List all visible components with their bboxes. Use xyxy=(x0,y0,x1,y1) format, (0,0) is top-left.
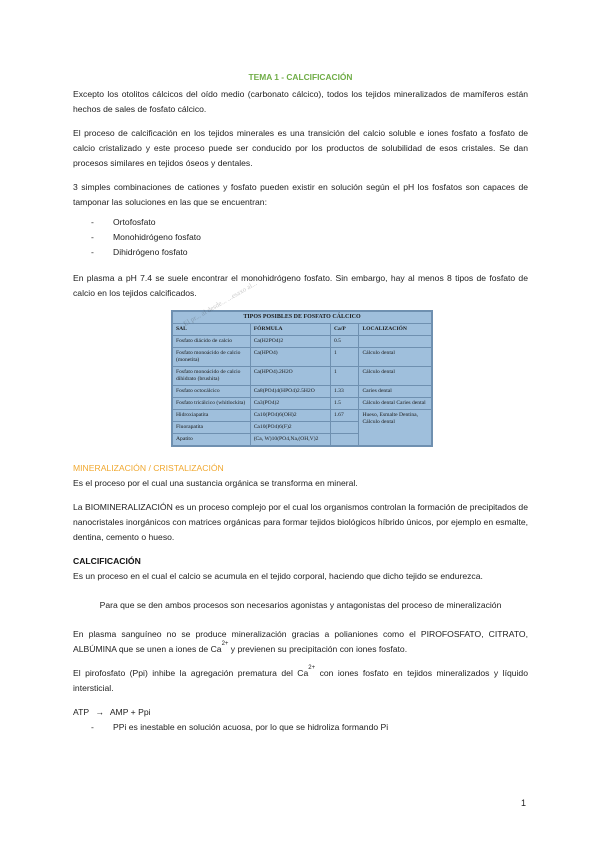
atp-reaction xyxy=(73,705,528,720)
list-item: - Monohidrógeno fosfato xyxy=(91,230,528,245)
table-header: Ca/P xyxy=(330,324,358,336)
plasma-phosphate-paragraph: En plasma a pH 7.4 se suele encontrar el monohidrógeno fosfato. Sin embargo, hay al menos 8 tipos de fosfato de calcio en los tejidos calcificados. xyxy=(73,273,528,298)
calcium-phosphate-table xyxy=(171,279,433,447)
table-cell: Ca(HPO4).2H2O xyxy=(250,367,330,386)
table-cell: 1 xyxy=(330,367,358,386)
table-cell xyxy=(330,422,358,434)
table-header: SAL xyxy=(173,324,251,336)
table-cell: (Ca, W)10(PO4,Na,(OH,V)2 xyxy=(250,434,330,446)
table-watermark: El pr... al desde... ...esaxo al... xyxy=(182,279,259,328)
page-content xyxy=(73,70,528,746)
ppi-text-a: El pirofosfato (Ppi) inhibe la agregación prematura del Ca xyxy=(73,668,309,678)
reaction-reactant: ATP xyxy=(73,707,89,717)
table-row xyxy=(173,348,432,367)
table-cell: 0.5 xyxy=(330,336,358,348)
table-cell: Fosfato monoácido de calcio dihidrato (brushita) xyxy=(173,367,251,386)
charge-superscript: 2+ xyxy=(221,641,229,647)
ppi-text-b: con iones fosfato en tejidos mineralizados y líquido intersticial. xyxy=(73,668,528,693)
table-cell: Fluorapatita xyxy=(173,422,251,434)
table-cell: Ca8(PO4)4(HPO4)2.5H2O xyxy=(250,386,330,398)
mineralization-definition: Es el proceso por el cual una sustancia orgánica se transforma en mineral. xyxy=(73,478,358,488)
table-cell: 1 xyxy=(330,348,358,367)
table-cell: 1.5 xyxy=(330,398,358,410)
table-cell: Caries dental xyxy=(359,386,432,398)
page-title: TEMA 1 - CALCIFICACIÓN xyxy=(248,72,353,82)
table-cell: Fosfato diácido de calcio xyxy=(173,336,251,348)
table-row xyxy=(173,398,432,410)
table-cell: Fosfato tricálcico (whitlockita) xyxy=(173,398,251,410)
calcification-definition: Es un proceso en el cual el calcio se acumula en el tejido corporal, haciendo que dicho tejido se endurezca. xyxy=(73,571,483,581)
table-cell: Fosfato octocálcico xyxy=(173,386,251,398)
table-cell: Cálculo dental xyxy=(359,348,432,367)
mineralization-heading: MINERALIZACIÓN / CRISTALIZACIÓN xyxy=(73,463,224,473)
list-item: - PPi es inestable en solución acuosa, por lo que se hidroliza formando Pi xyxy=(91,720,528,735)
table-cell: Ca3(PO4)2 xyxy=(250,398,330,410)
table-cell: Ca10(PO4)6(OH)2 xyxy=(250,410,330,422)
table-row xyxy=(173,410,432,422)
table-cell: Cálculo dental Caries dental xyxy=(359,398,432,410)
plasma-text-b: y previenen su precipitación con iones fosfato. xyxy=(228,644,408,654)
table-row xyxy=(173,336,432,348)
table-header: FÓRMULA xyxy=(250,324,330,336)
table-cell xyxy=(330,434,358,446)
table-caption: TIPOS POSIBLES DE FOSFATO CÁLCICO xyxy=(173,312,432,324)
pyrophosphate-paragraph xyxy=(73,666,528,696)
table-cell xyxy=(359,336,432,348)
calcification-paragraph: El proceso de calcificación en los tejidos minerales es una transición del calcio soluble e iones fosfato a fosfato de calcio cristalizado y este proceso puede ser conducido por los productos de solubilidad de esos cristales. Se dan procesos similares en tejidos óseos y dentales. xyxy=(73,128,528,168)
table-cell: Hidroxiapatita xyxy=(173,410,251,422)
table-cell: Fosfato monoácido de calcio (monetita) xyxy=(173,348,251,367)
ppi-notes xyxy=(73,720,528,735)
intro-paragraph: Excepto los otolitos cálcicos del oído medio (carbonato cálcico), todos los tejidos mineralizados de mamíferos están hechos de sales de fosfato cálcico. xyxy=(73,89,528,114)
table-cell: Ca10(PO4)6(F)2 xyxy=(250,422,330,434)
table-cell: Hueso, Esmalte Dentina, Cálculo dental xyxy=(359,410,432,446)
table-row xyxy=(173,386,432,398)
biomineralization-paragraph: La BIOMINERALIZACIÓN es un proceso complejo por el cual los organismos controlan la formación de precipitados de nanocristales inorgánicos con matrices orgánicas para formar tejidos biológicos híbrido únicos, por ejemplo en esmalte, dentina, cemento o hueso. xyxy=(73,502,528,542)
table-cell: 1.33 xyxy=(330,386,358,398)
page-number: 1 xyxy=(521,798,527,808)
table-cell: Ca(H2PO4)2 xyxy=(250,336,330,348)
reaction-arrow-icon: → xyxy=(95,707,104,717)
table-cell: 1.67 xyxy=(330,410,358,422)
table-header: LOCALIZACIÓN xyxy=(359,324,432,336)
list-item: - Dihidrógeno fosfato xyxy=(91,245,528,260)
phosphate-combinations-paragraph: 3 simples combinaciones de cationes y fosfato pueden existir en solución según el pH los fosfatos son capaces de tamponar las soluciones en las que se encuentran: xyxy=(73,182,528,207)
table-cell: Cálculo dental xyxy=(359,367,432,386)
plasma-text-a: En plasma sanguíneo no se produce mineralización gracias a polianiones como el PIROFOSFATO, CITRATO, ALBÚMINA que se unen a iones de Ca xyxy=(73,629,528,654)
table-cell: Apatito xyxy=(173,434,251,446)
reaction-products: AMP + Ppi xyxy=(109,707,151,717)
calcification-heading: CALCIFICACIÓN xyxy=(73,556,141,566)
agonists-note: Para que se den ambos procesos son necesarios agonistas y antagonistas del proceso de mineralización xyxy=(99,600,502,610)
plasma-polyanions-paragraph xyxy=(73,627,528,657)
phosphate-list xyxy=(73,215,528,260)
charge-superscript: 2+ xyxy=(308,665,316,671)
table-cell: Ca(HPO4) xyxy=(250,348,330,367)
list-item: - Ortofosfato xyxy=(91,215,528,230)
table-row xyxy=(173,367,432,386)
